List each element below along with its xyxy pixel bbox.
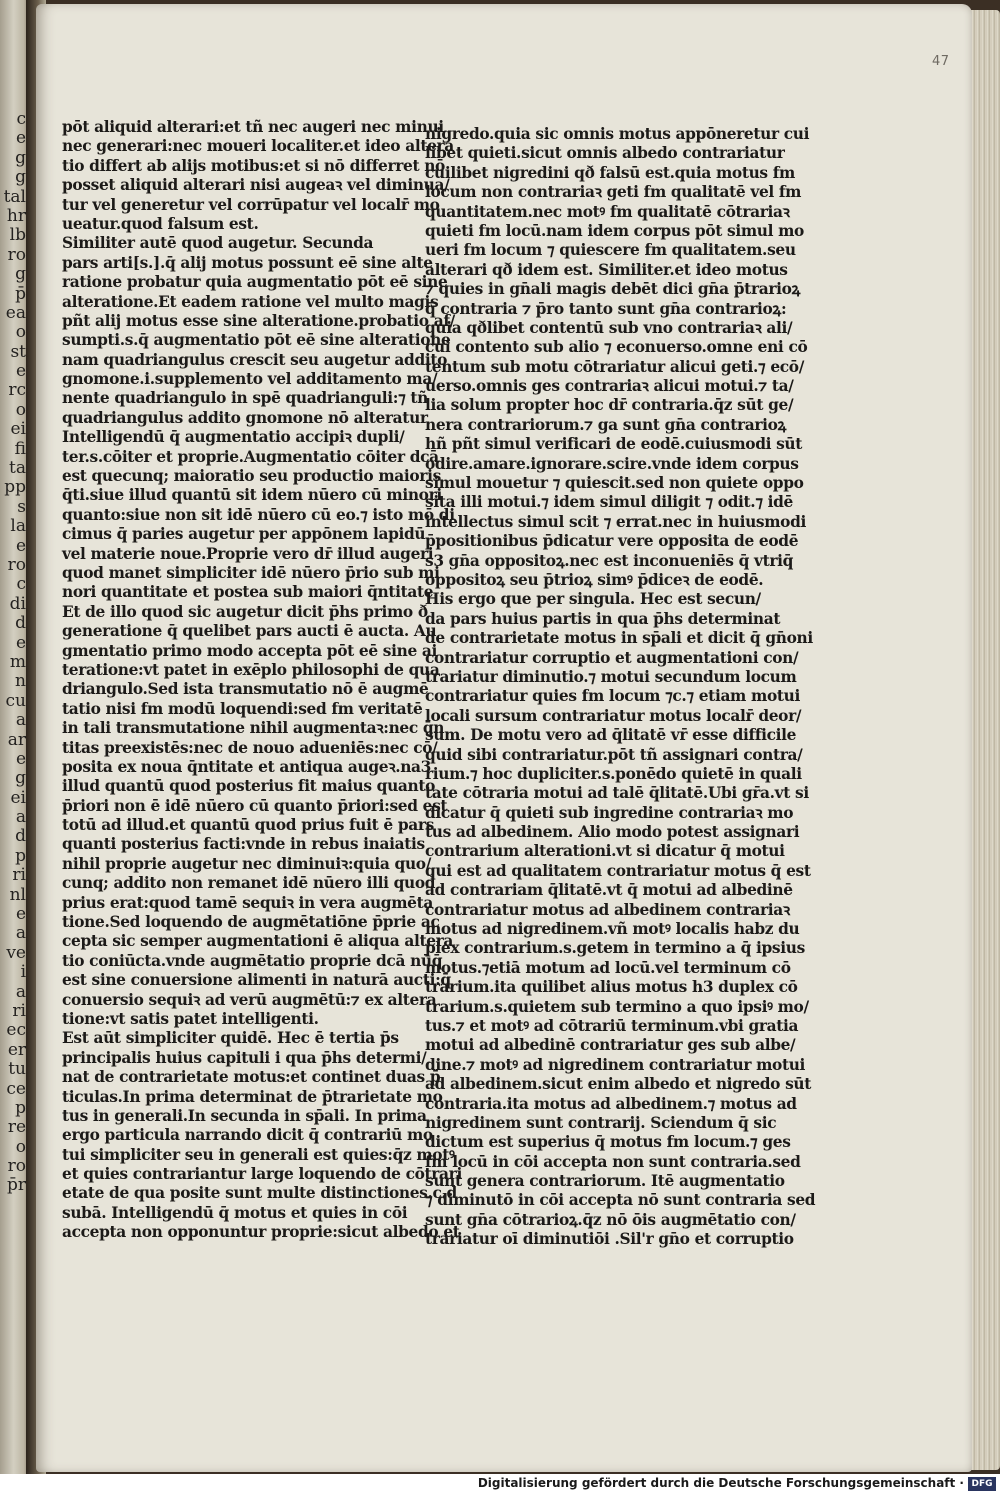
text-line: oppositoꝝ seu p̄trioꝝ simꝰ p̄diceꝛ de eodē.	[425, 570, 764, 589]
text-line: libet quieti.sicut omnis albedo contrariatur	[425, 144, 785, 163]
text-line: motui ad albedinē contrariatur ges sub albe/	[425, 1036, 796, 1055]
text-line: Et de illo quod sic augetur dicit p̄hs primo ð	[62, 602, 428, 621]
facing-page-fragment: tu	[8, 1059, 26, 1080]
facing-page-fragment: a	[15, 923, 26, 944]
text-line: nat de contrarietate motus:et continet duas p̄	[62, 1068, 441, 1087]
facing-page-fragment: o	[15, 322, 26, 343]
text-line: conuersio sequiꝛ ad verū augmētū:⁊ ex altera	[62, 990, 437, 1009]
text-line: His ergo que per singula. Hec est secun/	[425, 590, 761, 609]
text-line: cui contento sub alio ⁊ econuerso.omne eni cō	[425, 338, 808, 357]
text-line: pars arti[s.].q̄ alij motus possunt eē sine alte	[62, 253, 433, 272]
text-line: driangulo.Sed ista transmutatio nō ē augmē	[62, 680, 429, 699]
text-line: quantitatem.nec motꝰ fm qualitatē cōtrariaꝛ	[425, 202, 790, 221]
text-line: tur vel generetur vel corrūpatur vel localr̄ mo	[62, 195, 440, 214]
text-line: in tali transmutatione nihil augmentaꝛ:nec q̄n	[62, 719, 445, 738]
text-line: ⁊ diminutō in cōi accepta nō sunt contraria sed	[425, 1191, 816, 1210]
text-line: est quecunq; maioratio seu productio maioris	[62, 467, 441, 486]
text-line: quanto:siue non sit idē nūero cū eo.⁊ isto mō di	[62, 505, 455, 524]
text-line: quanti posterius facti:vnde in rebus inaiatis	[62, 835, 425, 854]
facing-page-fragment: e	[15, 535, 26, 556]
text-line: gnomone.i.supplemento vel additamento ma/	[62, 370, 438, 389]
text-line: quadriangulus addito gnomone nō alteratur	[62, 408, 428, 427]
text-line: alterari qð idem est. Similiter.et ideo motus	[425, 260, 788, 279]
text-line: sum. De motu vero ad q̄litatē vr̄ esse difficile	[425, 726, 797, 745]
facing-page-fragment: c	[16, 109, 26, 129]
text-line: nera contrariorum.⁊ ga sunt gn̄a contrarioꝝ	[425, 415, 787, 434]
text-line: quod manet simpliciter idē nūero p̄rio sub mi	[62, 563, 440, 582]
text-line: odire.amare.ignorare.scire.vnde idem corpus	[425, 454, 799, 473]
text-line: q̄ti.siue illud quantū sit idem nūero cū minori	[62, 486, 442, 505]
text-line: alteratione.Et eadem ratione vel multo magis	[62, 292, 439, 311]
text-line: uerso.omnis ges contrariaꝛ alicui motui.⁊ ta/	[425, 377, 794, 396]
text-line: simul mouetur ⁊ quiescit.sed non quiete oppo	[425, 474, 804, 493]
text-line: teratione:vt patet in exēplo philosophi de qua	[62, 660, 440, 679]
facing-page-fragment: ei	[10, 787, 26, 808]
facing-page-fragment: ro	[7, 1156, 26, 1177]
text-line: nihil proprie augetur nec diminuiꝛ:quia quo/	[62, 854, 431, 873]
right-text-column	[425, 125, 816, 1250]
text-line: q̄ contraria ⁊ p̄ro tanto sunt gn̄a contrarioꝝ:	[425, 299, 787, 318]
text-line: trariatur diminutio.⁊ motui secundum locum	[425, 667, 797, 686]
text-line: p̄positionibus p̄dicatur vere opposita de eodē	[425, 532, 799, 551]
text-line: intellectus simul scit ⁊ errat.nec in huiusmodi	[425, 512, 807, 531]
facing-page-fragment: i	[20, 962, 26, 983]
text-line: pōt aliquid alterari:et tñ nec augeri nec minui	[62, 118, 444, 136]
text-line: tus.⁊ et motꝰ ad cōtrariū terminum.vbi gratia	[425, 1016, 799, 1035]
text-line: de contrarietate motus in sp̄ali et dicit q̄ gn̄oni	[425, 629, 813, 648]
text-line: trarium.s.quietem sub termino a quo ipsiꝰ mo/	[425, 997, 809, 1016]
text-line: vel materie noue.Proprie vero dr̄ illud augeri	[62, 544, 434, 563]
text-line: ter.s.cōiter et proprie.Augmentatio cōiter dcā	[62, 447, 439, 466]
text-line: sunt gn̄a cōtrarioꝝ.q̄z nō ōis augmētatio con/	[425, 1210, 796, 1229]
facing-page-fragment: fi	[14, 438, 26, 459]
facing-page-fragment: cu	[5, 690, 26, 711]
text-line: hñ pñt simul verificari de eodē.cuiusmodi sūt	[425, 435, 803, 454]
facing-page-fragment: lb	[9, 225, 26, 246]
facing-page-fragment: di	[9, 593, 26, 614]
facing-page-fragment: ta	[9, 458, 26, 479]
text-line: contrariatur corruptio et augmentationi con/	[425, 648, 799, 667]
text-line: tione:vt satis patet intelligenti.	[62, 1009, 319, 1028]
text-line: contrariatur motus ad albedinem contrariaꝛ	[425, 900, 790, 919]
text-line: ueri fm locum ⁊ quiescere fm qualitatem.seu	[425, 241, 796, 260]
facing-page-fragment: g	[15, 147, 26, 168]
facing-page-fragment: g	[15, 264, 26, 285]
text-line: accepta non opponuntur proprie:sicut albedo et	[62, 1223, 460, 1242]
text-line: cepta sic semper augmentationi ē aliqua altera	[62, 932, 454, 951]
text-line: tus in generali.In secunda in sp̄ali. In prima	[62, 1106, 427, 1125]
text-line: contrarium alterationi.vt si dicatur q̄ motui	[425, 842, 785, 861]
facing-page-fragment: e	[15, 904, 26, 925]
facing-page-fragment: ri	[12, 865, 26, 886]
facing-page-fragment: ei	[10, 419, 26, 440]
text-line: cimus q̄ paries augetur per appōnem lapidū	[62, 525, 426, 544]
facing-page-fragment: g	[15, 167, 26, 188]
text-line: sumpti.s.q̄ augmentatio pōt eē sine alteratione	[62, 331, 451, 350]
text-line: tui simpliciter seu in generali est quies:q̄z motꝰ	[62, 1145, 455, 1164]
facing-page-fragment: ar	[7, 729, 26, 750]
text-line: principalis huius capituli i qua p̄hs determi/	[62, 1048, 427, 1067]
facing-page-fragment: g	[15, 768, 26, 789]
text-line: dicatur q̄ quieti sub ingredine contrariaꝛ mo	[425, 803, 794, 822]
text-line: tate cōtraria motui ad talē q̄litatē.Ubi gr̄a.vt si	[425, 784, 809, 803]
facing-page-fragment: e	[15, 128, 26, 149]
text-line: motus ad nigredinem.vñ motꝰ localis habz du	[425, 920, 800, 939]
dfg-logo: DFG	[968, 1477, 996, 1491]
text-line: pñt alij motus esse sine alteratione.probatio af/	[62, 311, 455, 330]
text-line: tio differt ab alijs motibus:et si nō differret nō	[62, 156, 445, 175]
facing-page-fragment: o	[15, 1136, 26, 1157]
text-line: est sine conuersione alimenti in naturā aucti:q̄	[62, 971, 451, 990]
facing-page-fragment: ro	[7, 554, 26, 575]
text-line: quia qðlibet contentū sub vno contrariaꝛ ali/	[425, 318, 793, 337]
text-line: Est aūt simpliciter quidē. Hec ē tertia p̄s	[62, 1029, 399, 1048]
text-line: contrariatur quies fm locum ⁊c.⁊ etiam motui	[425, 687, 800, 706]
facing-page-fragment: o	[15, 399, 26, 420]
text-line: prius erat:quod tamē sequiꝛ in vera augmēta	[62, 893, 433, 912]
footer-credit-text: Digitalisierung gefördert durch die Deutsche Forschungsgemeinschaft ·	[477, 1476, 964, 1490]
text-line: trariatur oī diminutiōi .Sil'r gn̄o et corruptio	[425, 1230, 794, 1249]
facing-page-fragment: hr	[6, 205, 26, 226]
text-line: titas preexistēs:nec de nouo adueniēs:nec cō/	[62, 738, 438, 757]
text-line: locum non contrariaꝛ geti fm qualitatē vel fm	[425, 183, 802, 202]
left-text-column	[62, 118, 462, 1243]
text-line: nente quadriangulo in spē quadrianguli:⁊ tñ	[62, 389, 429, 408]
text-line: totū ad illud.et quantū quod prius fuit ē pars	[62, 816, 434, 835]
text-line: nigredo.quia sic omnis motus appōneretur cui	[425, 125, 810, 143]
facing-page-fragment: p̄r	[6, 1175, 26, 1196]
facing-page-fragment: re	[7, 1117, 26, 1138]
text-line: ratione probatur quia augmentatio pōt eē sine	[62, 273, 448, 292]
facing-page-fragment: ri	[12, 1000, 26, 1021]
digitization-footer	[0, 1474, 1000, 1494]
text-line: sunt genera contrariorum. Itē augmentatio	[425, 1172, 785, 1191]
facing-page-fragment: a	[15, 807, 26, 828]
facing-page-fragment: st	[10, 341, 26, 362]
text-line: lia solum propter hoc dr̄ contraria.q̄z sūt ge/	[425, 396, 794, 415]
text-line: generatione q̄ quelibet pars aucti ē aucta. Au	[62, 622, 437, 641]
text-line: quid sibi contrariatur.pōt tñ assignari contra/	[425, 745, 803, 764]
facing-page-fragment: m	[9, 651, 26, 672]
text-line: plex contrarium.s.getem in termino a q̄ ipsius	[425, 939, 805, 958]
text-line: ⁊ quies in gn̄ali magis debēt dici gn̄a p̄trarioꝝ	[425, 280, 801, 299]
text-line: ueatur.quod falsum est.	[62, 214, 259, 233]
text-line: illud quantū quod posterius fit maius quanto	[62, 777, 436, 796]
facing-page-fragment: ea	[5, 302, 26, 323]
text-line: etate de qua posite sunt multe distinctiones.c.d	[62, 1184, 457, 1203]
text-line: tus ad albedinem. Alio modo potest assignari	[425, 823, 800, 842]
text-line: ad albedinem.sicut enim albedo et nigredo sūt	[425, 1075, 812, 1094]
facing-page-fragment: ce	[6, 1078, 26, 1099]
text-line: gmentatio primo modo accepta pōt eē sine ai	[62, 641, 438, 660]
facing-page-fragment: a	[15, 981, 26, 1002]
text-line: cunq; addito non remanet idē nūero illi quod	[62, 874, 436, 893]
text-line: ergo particula narrando dicit q̄ contrariū mo	[62, 1126, 433, 1145]
facing-page-fragment: s	[17, 496, 26, 517]
text-line: rium.⁊ hoc dupliciter.s.ponēdo quietē in quali	[425, 764, 802, 783]
facing-page-fragment: ve	[6, 942, 26, 963]
text-line: locali sursum contrariatur motus localr̄ deor/	[425, 706, 802, 725]
facing-page-fragment: e	[15, 748, 26, 769]
facing-page-text-fragments	[0, 0, 26, 1494]
text-line: nam quadriangulus crescit seu augetur addito	[62, 350, 448, 369]
facing-page-fragment: d	[15, 613, 26, 634]
text-line: tione.Sed loquendo de augmētatiōne p̄prie ac	[62, 913, 440, 932]
facing-page-fragment: ro	[7, 244, 26, 265]
text-line: Intelligendū q̄ augmentatio accipiꝛ dupli/	[62, 428, 405, 447]
text-line: ticulas.In prima determinat de p̄trarietate mo	[62, 1087, 443, 1106]
facing-page-fragment: rc	[8, 380, 26, 401]
text-line: tentum sub motu cōtrariatur alicui geti.⁊ ecō/	[425, 357, 804, 376]
facing-page-fragment: pp	[4, 477, 26, 498]
facing-page-fragment: p	[15, 845, 26, 866]
text-line: dictum est superius q̄ motus fm locum.⁊ ges	[425, 1133, 791, 1152]
text-line: tatio nisi fm modū loquendi:sed fm veritatē	[62, 699, 423, 718]
folio-number: 47	[932, 54, 950, 69]
text-line: fm locū in cōi accepta non sunt contraria.sed	[425, 1152, 801, 1171]
facing-page-fragment: a	[15, 710, 26, 731]
text-line: posset aliquid alterari nisi augeaꝛ vel diminua/	[62, 176, 450, 195]
facing-page-fragment: e	[15, 632, 26, 653]
text-line: posita ex noua q̄ntitate et antiqua augeꝛ.na3	[62, 757, 432, 776]
text-line: motus.⁊etiā motum ad locū.vel terminum cō	[425, 958, 791, 977]
text-line: subā. Intelligendū q̄ motus et quies in cōi	[62, 1203, 408, 1222]
text-line: et quies contrariantur large loquendo de cōtrari	[62, 1165, 462, 1184]
text-line: sita illi motui.⁊ idem simul diligit ⁊ odit.⁊ idē	[425, 493, 793, 512]
text-line: qui est ad qualitatem contrariatur motus q̄ est	[425, 861, 811, 880]
text-line: da pars huius partis in qua p̄hs determinat	[425, 609, 781, 628]
facing-page-fragment: la	[10, 516, 26, 537]
text-line: s3 gn̄a oppositoꝝ.nec est inconueniēs q̄ vtriq̄	[425, 551, 794, 570]
text-line: contraria.ita motus ad albedinem.⁊ motus ad	[425, 1094, 797, 1113]
text-line: quieti fm locū.nam idem corpus pōt simul mo	[425, 221, 804, 240]
facing-page-fragment: ec	[6, 1020, 26, 1041]
facing-page-fragment: n	[15, 671, 26, 692]
text-line: nigredinem sunt contrarij. Sciendum q̄ sic	[425, 1113, 777, 1132]
text-line: cuilibet nigredini qð falsū est.quia motus fm	[425, 163, 795, 182]
text-line: p̄riori non ē idē nūero cū quanto p̄riori:sed est	[62, 796, 448, 815]
facing-page-fragment: p̄	[15, 283, 26, 304]
text-line: nori quantitate et postea sub maiori q̄ntitate.	[62, 583, 439, 602]
text-line: dine.⁊ motꝰ ad nigredinem contrariatur motui	[425, 1055, 806, 1074]
text-line: Similiter autē quod augetur. Secunda	[62, 234, 374, 253]
text-line: tio coniūcta.vnde augmētatio proprie dcā nūq̄	[62, 951, 443, 970]
facing-page-fragment: d	[15, 826, 26, 847]
facing-page-fragment: er	[7, 1039, 26, 1060]
facing-page-fragment: nl	[9, 884, 26, 905]
facing-page-fragment: p	[15, 1097, 26, 1118]
facing-page-fragment: tal	[3, 186, 26, 207]
text-line: ad contrariam q̄litatē.vt q̄ motui ad albedinē	[425, 881, 793, 900]
text-line: nec generari:nec moueri localiter.et ideo altera	[62, 137, 454, 156]
text-line: trarium.ita quilibet alius motus h3 duplex cō	[425, 978, 798, 997]
facing-page-fragment: e	[15, 361, 26, 382]
facing-page-fragment: c	[16, 574, 26, 595]
